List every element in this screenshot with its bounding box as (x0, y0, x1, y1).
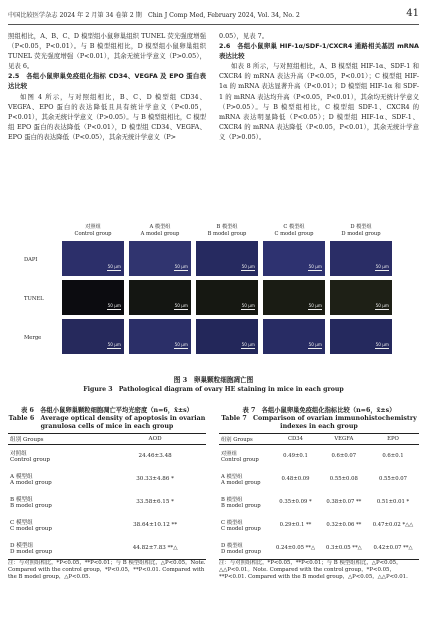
row-label-tunel: TUNEL (24, 296, 44, 302)
row-label-merge: Merge (24, 335, 42, 341)
running-header (8, 8, 419, 22)
table-header-row: 组别 Groups AOD (8, 434, 206, 445)
section-heading: 2.6 各组小鼠卵巢 HIF-1α/SDF-1/CXCR4 通路相关基因 mRNA 表达比较 (219, 42, 419, 61)
micrograph-tunel-a: 50 μm (129, 280, 191, 315)
table-row: A 模型组 A model group 30.33±4.86 * (10, 474, 174, 486)
journal-header: 中国比较医学杂志 2024 年 2 月第 34 卷第 2 期 Chin J Comp Med, February 2024, Vol. 34, No. 2 (8, 12, 300, 19)
table-row: A 模型组 A model group 0.48±0.09 0.55±0.08 0.55±0.07 (221, 474, 408, 486)
table-row: D 模型组 D model group 44.82±7.83 **△ (10, 542, 178, 555)
micrograph-dapi-control: 50 μm (62, 241, 124, 276)
micrograph-dapi-a: 50 μm (129, 241, 191, 276)
table-row: D 模型组 D model group 0.24±0.05 **△ 0.3±0.05 **△ 0.42±0.07 **△ (221, 542, 413, 555)
header-rule (8, 24, 419, 25)
table-title-en: Table 6 Average optical density of apoptosis in ovarian granulosa cells of mice in each group (8, 415, 206, 430)
paragraph: 0.05），见表 7。 (219, 32, 269, 40)
table-title-cn: 表 6 各组小鼠卵巢颗粒细胞凋亡平均光密度（n=6，x̄±s） (21, 407, 193, 414)
row-label-dapi: DAPI (24, 257, 38, 263)
data-table (219, 433, 419, 560)
section-heading: 2.5 各组小鼠卵巢免疫组化指标 CD34、VEGFA 及 EPO 蛋白表达比较 (8, 72, 206, 91)
micrograph-merge-b: 50 μm (196, 319, 258, 354)
table-row: B 模型组 B model group 33.58±6.15 * (10, 497, 174, 509)
right-column (219, 31, 419, 142)
table-row: 对照组 Control group 0.49±0.1 0.6±0.07 0.6±0.1 (221, 451, 404, 464)
paragraph: 如表 8 所示，与对照组相比，A、B 模型组 HIF-1α、SDF-1 和 CXCR4 的 mRNA 表达升高（P<0.05，P<0.01）；C 模型组 HIF-1α 的 mRNA 表达显著升高（P<0.01）；D 模型组 HIF-1α 和 SDF-1 的 mRNA 表达均升高（P<0.05，P<0.01），其余均无统计学意义（P>0.05）。与 B 模型组相比，C 模型组 SDF-1、CXCR4 的 mRNA 表达明显降低（P<0.05）；D 模型组 HIF-1α、SDF-1、CXCR4 的 mRNA 表达降低（P<0.05，P<0.01），其余无统计学意义（P>0.05）。 (219, 62, 419, 141)
table-6 (8, 407, 206, 582)
left-column (8, 31, 206, 142)
micrograph-merge-d: 50 μm (330, 319, 392, 354)
micrograph-tunel-d: 50 μm (330, 280, 392, 315)
micrograph-tunel-c: 50 μm (263, 280, 325, 315)
column-label: D 模型组 D model group (341, 224, 381, 237)
table-row: 对照组 Control group 24.46±3.48 (10, 451, 172, 464)
page-number: 41 (406, 8, 419, 19)
micrograph-merge-c: 50 μm (263, 319, 325, 354)
table-title-en: Table 7 Comparison of ovarian immunohistochemistry indexes in each group (221, 415, 417, 430)
paragraph: 如图 4 所示，与对照组相比，B、C、D 模型组 CD34、VEGFA、EPO 蛋白的表达降低且具有统计学意义（P<0.05，P<0.01），其余无统计学意义（P>0.05）。与 B 模型组相比，C 模型组 EPO 蛋白的表达降低（P<0.01），D 模型组 CD34、VEGFA、EPO 蛋白的表达降低（P<0.05），其余无统计学意义（P> (8, 92, 206, 141)
micrograph-dapi-b: 50 μm (196, 241, 258, 276)
column-label: A 模型组 A model group (140, 224, 180, 237)
table-7 (219, 407, 419, 582)
column-label: 对照组 Control group (74, 224, 112, 237)
micrograph-tunel-control: 50 μm (62, 280, 124, 315)
data-table (8, 433, 206, 560)
table-row: C 模型组 C model group 0.29±0.1 ** 0.32±0.06 ** 0.47±0.02 *△△ (221, 520, 414, 532)
micrograph-tunel-b: 50 μm (196, 280, 258, 315)
figure-caption-en: Figure 3 Pathological diagram of ovary HE staining in mice in each group (83, 386, 344, 393)
micrograph-merge-control: 50 μm (62, 319, 124, 354)
micrograph-dapi-d: 50 μm (330, 241, 392, 276)
micrograph-dapi-c: 50 μm (263, 241, 325, 276)
table-note: 注：与对照组相比，*P<0.05，**P<0.01；与 B 模型组相比，△P<0.05，△△P<0.01。Note. Compared with the control group，*P<0.05，**P<0.01. Compared with the B model group，△P<0.05，△△P<0.01. (219, 560, 408, 581)
micrograph-merge-a: 50 μm (129, 319, 191, 354)
column-label: B 模型组 B model group (207, 224, 247, 237)
table-title-cn: 表 7 各组小鼠卵巢免疫组化指标比较（n=6，x̄±s） (242, 407, 396, 414)
table-row: B 模型组 B model group 0.35±0.09 * 0.38±0.07 ** 0.51±0.01 * (221, 497, 410, 509)
table-note: 注：与对照组相比，*P<0.05，**P<0.01；与 B 模型组相比，△P<0.05。Note. Compared with the control group，*P<0.05，**P<0.01. Compared with the B model group，△P<0.05. (8, 560, 206, 581)
table-header-row: 组别 Groups CD34 VEGFA EPO (219, 434, 419, 445)
table-row: C 模型组 C model group 38.64±10.12 ** (10, 520, 178, 532)
paragraph: 照组相比，A、B、C、D 模型组小鼠卵巢组织 TUNEL 荧光强度增强（P<0.05，P<0.01）。与 B 模型组相比，D 模型组小鼠卵巢组织 TUNEL 荧光强度增强（P<0.01），其余无统计学意义（P>0.05），见表 6。 (8, 32, 206, 71)
figure-caption-cn: 图 3 卵巢颗粒细胞凋亡图 (173, 376, 254, 384)
column-label: C 模型组 C model group (274, 224, 314, 237)
figure-3 (22, 224, 408, 372)
